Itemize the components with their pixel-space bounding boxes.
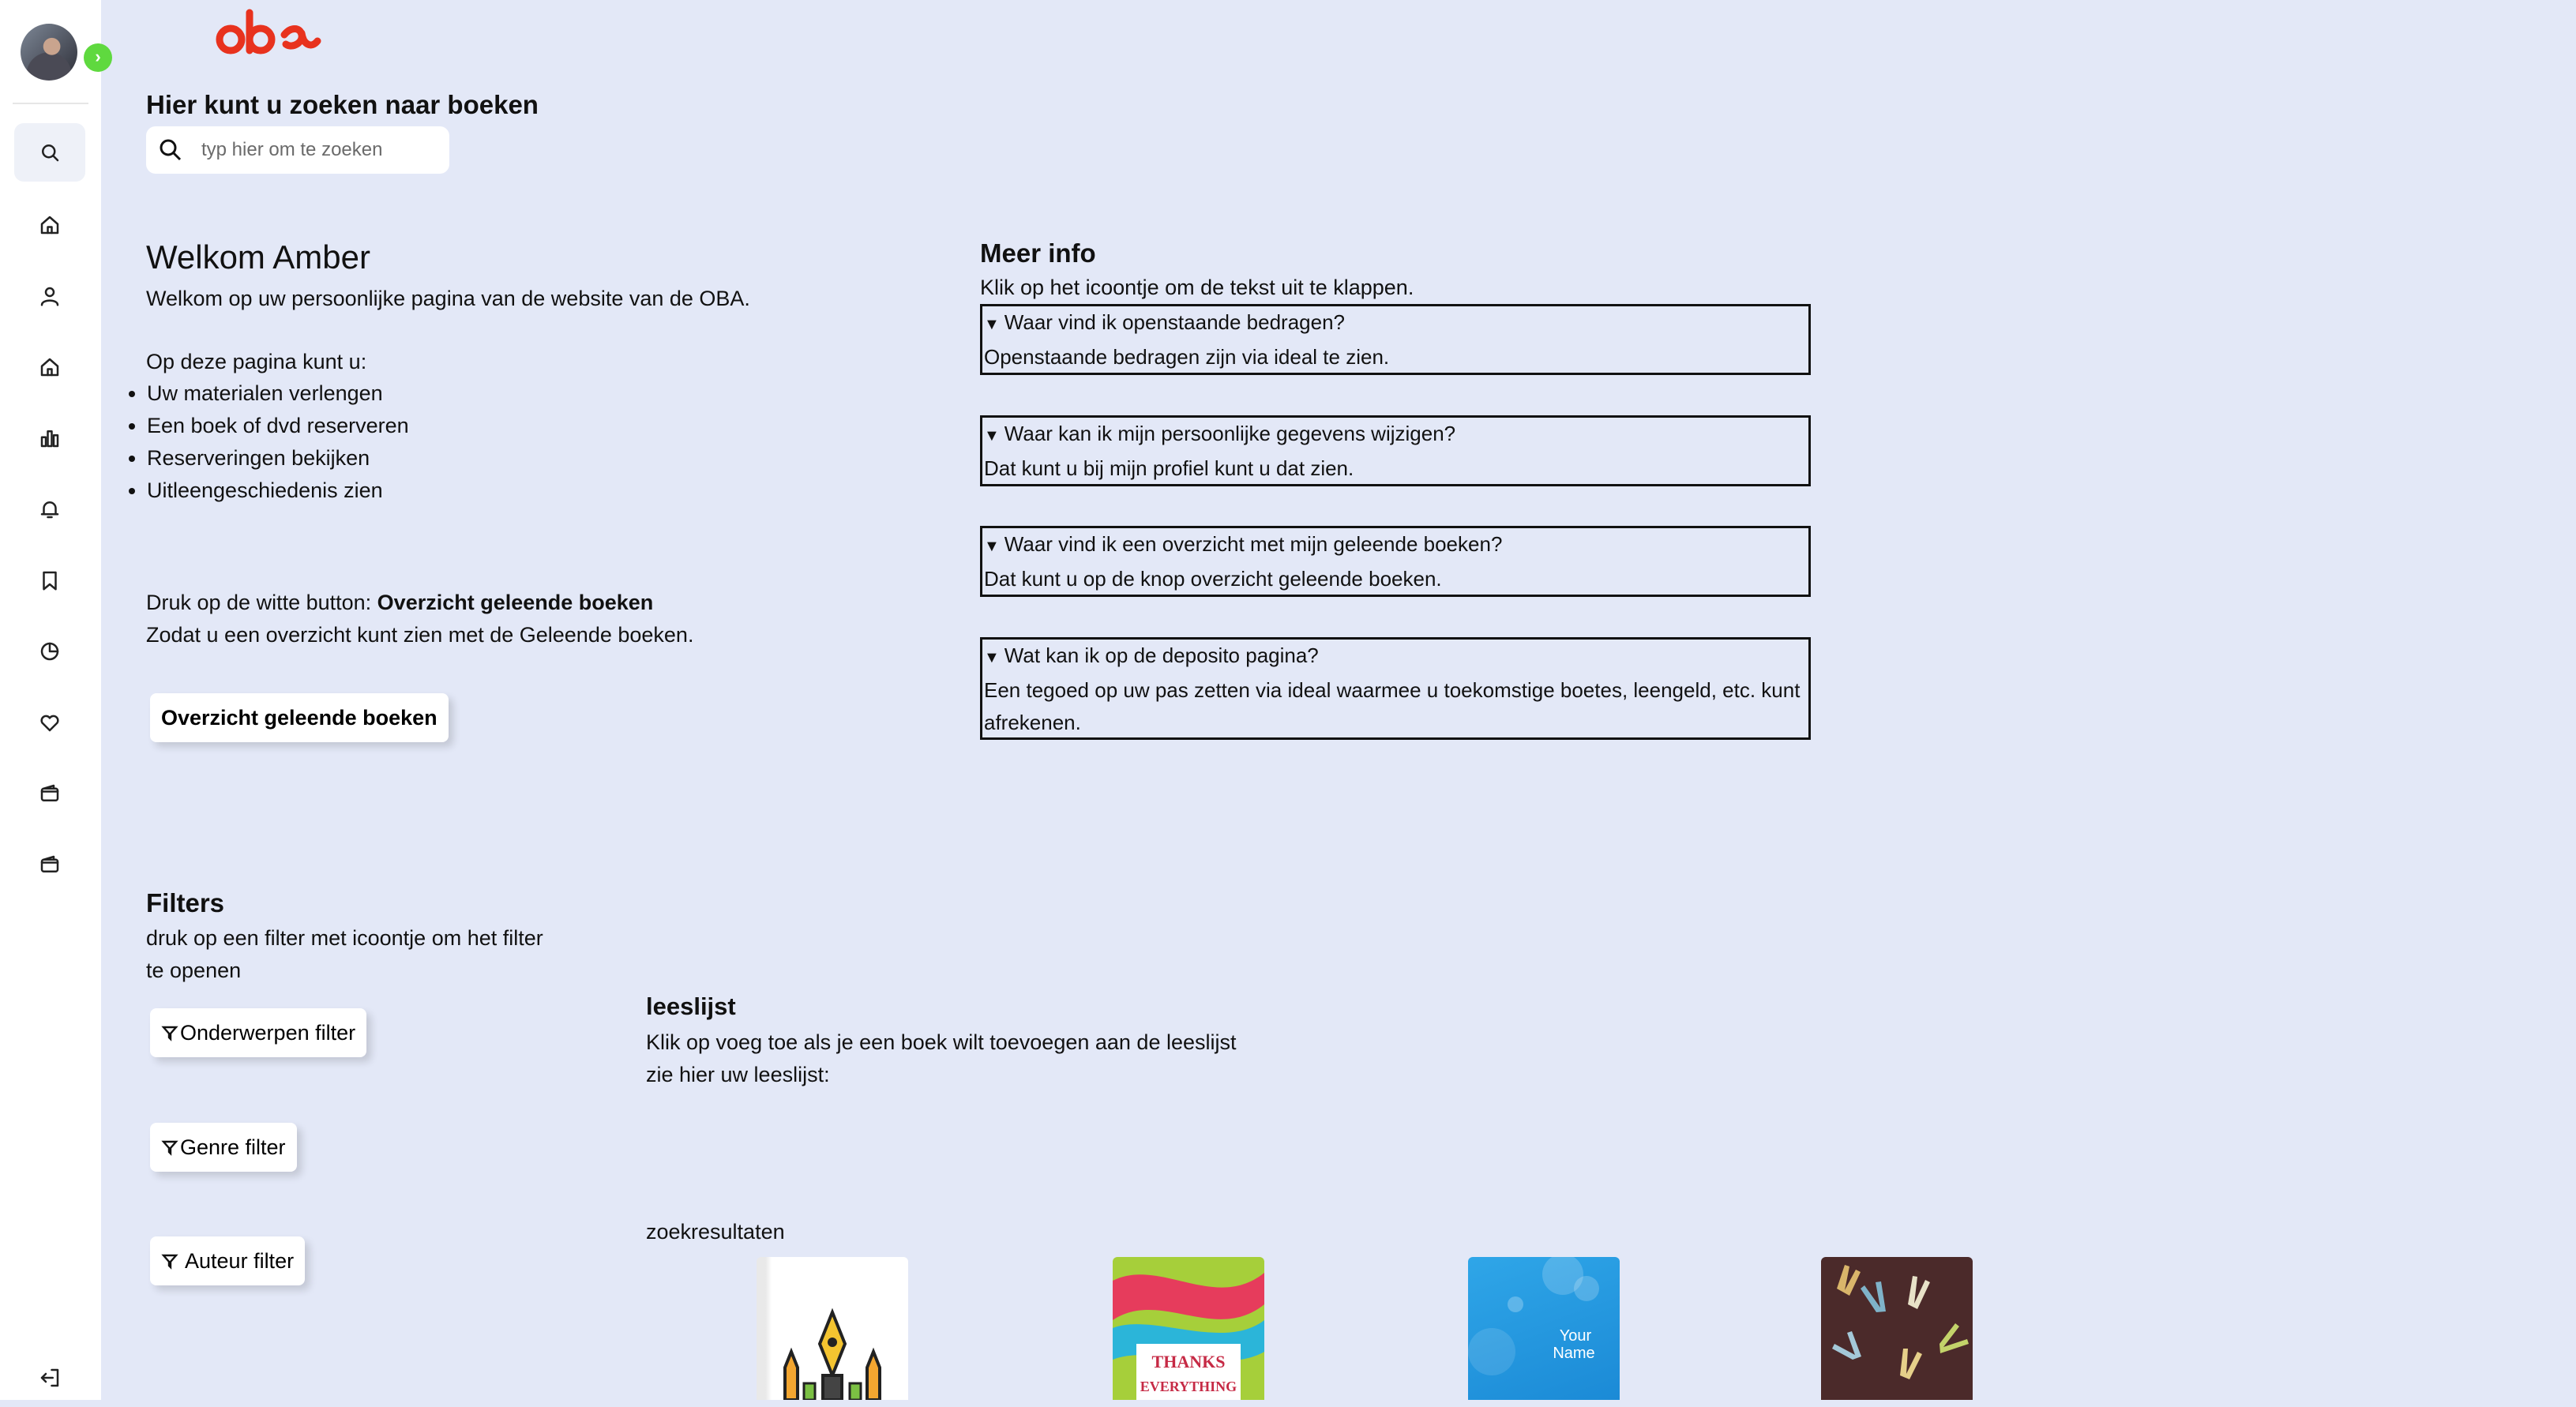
- faq-item[interactable]: [980, 637, 1811, 740]
- faq-question-text: Waar kan ik mijn persoonlijke gegevens wijzigen?: [1004, 422, 1456, 445]
- filter-icon: [161, 1024, 178, 1041]
- meer-info-title: Meer info: [980, 238, 1096, 268]
- user-icon: [38, 284, 62, 308]
- leeslijst-description-1: Klik op voeg toe als je een boek wilt toevoegen aan de leeslijst: [646, 1030, 1237, 1054]
- disclosure-triangle-icon: ▼: [984, 316, 1000, 333]
- zoekresultaten-label: zoekresultaten: [646, 1220, 785, 1244]
- svg-text:Your: Your: [1559, 1327, 1592, 1345]
- disclosure-triangle-icon: ▼: [984, 427, 1000, 445]
- your-name-cover-illustration: [1468, 1257, 1620, 1400]
- leeslijst-title: leeslijst: [646, 992, 736, 1020]
- list-item: • Een boek of dvd reserveren: [147, 410, 409, 442]
- wallet-icon: [38, 782, 62, 805]
- avatar[interactable]: [21, 24, 77, 81]
- welcome-intro: Welkom op uw persoonlijke pagina van de website van de OBA.: [146, 287, 750, 310]
- welcome-list: [125, 377, 409, 507]
- instruction-prefix: Druk op de witte button:: [146, 591, 377, 614]
- sidebar-item-history[interactable]: [14, 622, 85, 681]
- heart-icon: [38, 711, 62, 734]
- sidebar-expand-button[interactable]: ›: [84, 43, 112, 72]
- book-cover[interactable]: [757, 1257, 908, 1400]
- leeslijst-description-2: zie hier uw leeslijst:: [646, 1063, 830, 1086]
- instruction-line-1: [146, 587, 653, 619]
- faq-question-text: Waar vind ik een overzicht met mijn geleende boeken?: [1004, 532, 1503, 556]
- instruction-bold: Overzicht geleende boeken: [377, 591, 654, 614]
- sidebar-item-wallet[interactable]: [14, 764, 85, 823]
- filter-icon: [161, 1139, 178, 1156]
- book-cover[interactable]: [1113, 1257, 1264, 1400]
- faq-question-text: Waar vind ik openstaande bedragen?: [1004, 310, 1346, 334]
- book-cover[interactable]: [1468, 1257, 1620, 1400]
- sidebar-item-home-2[interactable]: [14, 338, 85, 396]
- list-item: • Uw materialen verlengen: [147, 377, 409, 410]
- search-icon: [38, 141, 62, 164]
- faq-answer: Dat kunt u bij mijn profiel kunt u dat zien.: [984, 456, 1354, 480]
- search-icon: [157, 137, 184, 163]
- sidebar-item-bookmarks[interactable]: [14, 551, 85, 610]
- meer-info-subtitle: Klik op het icoontje om de tekst uit te klappen.: [980, 276, 1414, 299]
- logout-icon: [38, 1366, 62, 1390]
- welcome-title: Welkom Amber: [146, 238, 370, 276]
- bell-icon: [38, 497, 62, 521]
- wallet-icon: [38, 853, 62, 876]
- svg-text:THANKS: THANKS: [1151, 1352, 1226, 1371]
- genre-filter-button[interactable]: [150, 1123, 297, 1172]
- faq-answer: Een tegoed op uw pas zetten via ideal waarmee u toekomstige boetes, leengeld, etc. kunt afrekenen.: [984, 678, 1801, 734]
- bookmark-icon: [38, 568, 62, 592]
- faq-question[interactable]: [984, 640, 1808, 674]
- disclosure-triangle-icon: ▼: [984, 538, 1000, 555]
- faq-answer: Openstaande bedragen zijn via ideal te zien.: [984, 345, 1390, 369]
- give-thanks-cover-illustration: [1113, 1257, 1264, 1400]
- disclosure-triangle-icon: ▼: [984, 649, 1000, 666]
- sidebar-item-deposit[interactable]: [14, 835, 85, 894]
- filter-button-label: Genre filter: [180, 1135, 286, 1159]
- onderwerpen-filter-button[interactable]: [150, 1008, 366, 1057]
- svg-text:EVERYTHING: EVERYTHING: [1140, 1379, 1237, 1394]
- overzicht-geleende-boeken-button[interactable]: Overzicht geleende boeken: [150, 693, 449, 742]
- home-icon: [38, 213, 62, 237]
- search-box[interactable]: [146, 126, 449, 174]
- faq-question[interactable]: [984, 418, 1808, 452]
- sidebar-item-stats[interactable]: [14, 409, 85, 467]
- filters-description-1: druk op een filter met icoontje om het filter: [146, 926, 543, 950]
- faq-answer: Dat kunt u op de knop overzicht geleende boeken.: [984, 567, 1442, 591]
- faq-question-text: Wat kan ik op de deposito pagina?: [1004, 643, 1319, 667]
- book-cover[interactable]: [1821, 1257, 1973, 1400]
- bar-chart-icon: [38, 426, 62, 450]
- filters-title: Filters: [146, 888, 225, 917]
- pen-nib-illustration: [757, 1257, 908, 1400]
- faq-question[interactable]: [984, 528, 1808, 563]
- search-heading: Hier kunt u zoeken naar boeken: [146, 90, 539, 119]
- faq-item[interactable]: [980, 526, 1811, 597]
- hands-cover-illustration: [1821, 1257, 1973, 1400]
- sidebar-item-home[interactable]: [14, 196, 85, 254]
- faq-question[interactable]: [984, 306, 1808, 341]
- welcome-list-intro: Op deze pagina kunt u:: [146, 350, 367, 373]
- search-input[interactable]: [200, 138, 424, 162]
- auteur-filter-button[interactable]: [150, 1236, 305, 1285]
- filter-button-label: Auteur filter: [180, 1248, 295, 1273]
- sidebar-item-notifications[interactable]: [14, 480, 85, 538]
- filter-button-label: Onderwerpen filter: [180, 1020, 356, 1045]
- filter-icon: [161, 1252, 178, 1270]
- sidebar-item-search[interactable]: [14, 123, 85, 182]
- instruction-line-2: Zodat u een overzicht kunt zien met de Geleende boeken.: [146, 623, 694, 647]
- sidebar: [0, 0, 101, 1400]
- home-icon: [38, 355, 62, 379]
- oba-logo[interactable]: [213, 3, 324, 66]
- sidebar-item-favorites[interactable]: [14, 693, 85, 752]
- sidebar-item-logout[interactable]: [14, 1349, 85, 1407]
- filters-description-2: te openen: [146, 959, 242, 982]
- list-item: • Reserveringen bekijken: [147, 442, 409, 475]
- pie-chart-icon: [38, 640, 62, 663]
- faq-item[interactable]: [980, 415, 1811, 486]
- faq-item[interactable]: [980, 304, 1811, 375]
- svg-text:Name: Name: [1553, 1345, 1595, 1362]
- list-item: • Uitleengeschiedenis zien: [147, 475, 409, 507]
- sidebar-divider: [13, 103, 88, 104]
- sidebar-item-profile[interactable]: [14, 267, 85, 325]
